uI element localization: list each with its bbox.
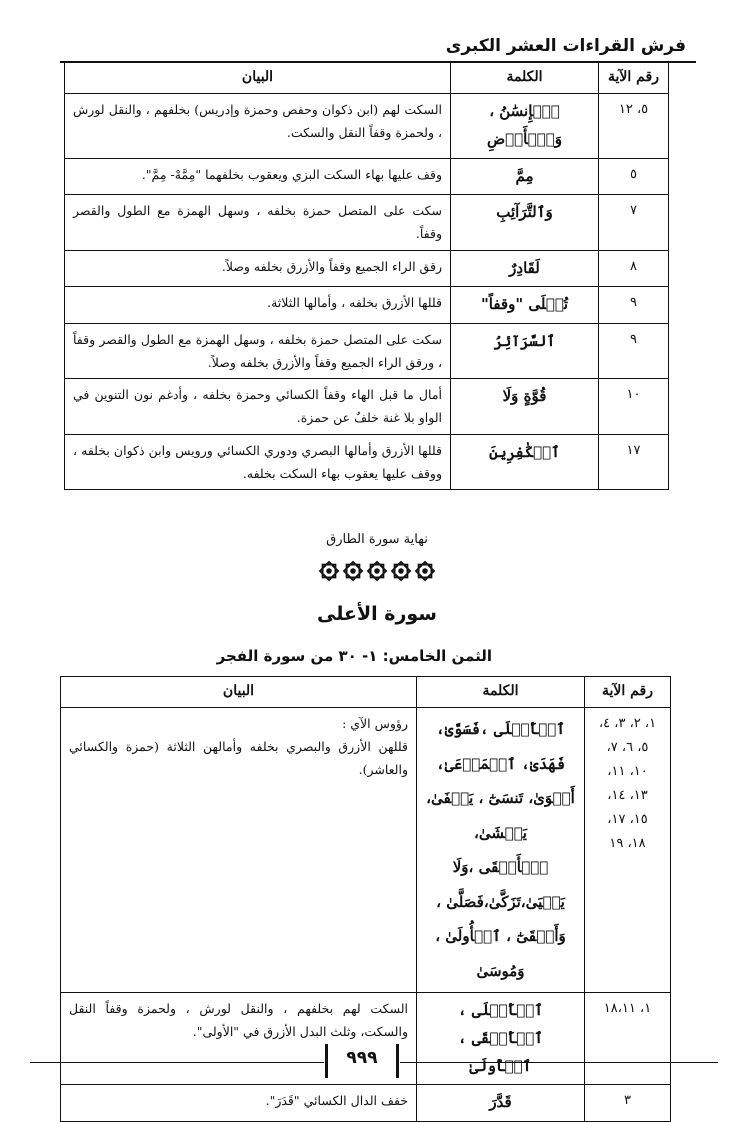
quran-word-line: ٱلۡأَشۡقَى ،وَلَا يَحۡيَىٰ،تَزَكَّىٰ،فَصَلَّىٰ ، xyxy=(436,858,565,911)
quran-word: لَقَادِرٌ xyxy=(451,250,599,287)
verse-number: ٩ xyxy=(599,287,669,324)
quran-word: ٱلسَّرَآئِرُ xyxy=(451,324,599,379)
table-row xyxy=(65,434,669,489)
page-number: ٩٩٩ xyxy=(346,1048,378,1068)
explanation: خفف الدال الكسائي "قَدَرَ". xyxy=(61,1085,417,1122)
section-title: الثمن الخامس: ١- ٣٠ من سورة الفجر xyxy=(216,647,492,665)
explanation: قللها الأزرق وأمالها البصري ودوري الكسائي ورويس وابن ذكوان بخلفه ، ووقف عليها يعقوب بهاء السكت بخلفه. xyxy=(65,434,451,489)
ornament-divider xyxy=(0,560,754,582)
verse-number: ١، ١٨،١١ xyxy=(585,993,671,1085)
verse-number: ٧ xyxy=(599,195,669,250)
surah-end-note: نهاية سورة الطارق xyxy=(326,532,428,547)
explanation: سكت على المتصل حمزة بخلفه ، وسهل الهمزة مع الطول والقصر وقفاً. xyxy=(65,195,451,250)
header-expl: البيان xyxy=(65,63,451,94)
explanation: رقق الراء الجميع وقفاً والأزرق بخلفه وصلاً. xyxy=(65,250,451,287)
table-row xyxy=(65,94,669,159)
verse-number: ٣ xyxy=(585,1085,671,1122)
quran-word xyxy=(417,708,585,993)
header-num: رقم الآية xyxy=(585,677,671,708)
star-ornament-icon xyxy=(318,560,340,582)
table-row xyxy=(65,324,669,379)
table-row xyxy=(65,287,669,324)
header-word: الكلمة xyxy=(451,63,599,94)
explanation-line: رؤوس الآي : xyxy=(342,716,408,731)
verse-number-line: ٥، ٦، ٧، xyxy=(606,740,649,756)
explanation: السكت لهم بخلفهم ، والنقل لورش ، ولحمزة وقفاً النقل والسكت، وثلث البدل الأزرق في "الأولى". xyxy=(61,993,417,1085)
quran-word: مِمَّ xyxy=(451,158,599,195)
verse-number: ١٠ xyxy=(599,379,669,434)
running-head: فرش القراءات العشر الكبرى xyxy=(445,36,686,56)
explanation: وقف عليها بهاء السكت البزي ويعقوب بخلفهما "مِمَّهْ- مِمَّ". xyxy=(65,158,451,195)
verse-number-line: ١٨، ١٩ xyxy=(609,836,646,852)
explanation: السكت لهم (ابن ذكوان وحفص وحمزة وإدريس) بخلفهم ، والنقل لورش ، ولحمزة وقفاً النقل والسكت. xyxy=(65,94,451,159)
quran-word-line: أَحۡوَىٰ، تَنسَىٰٓ ، يَخۡفَىٰ، يَخۡشَىٰ، xyxy=(426,789,575,842)
quran-word: ٱلۡإِنسَٰنُ ، وَٱلۡأَرۡضِ xyxy=(451,94,599,159)
table-row xyxy=(65,158,669,195)
explanation xyxy=(61,708,417,993)
verse-number-line: ١، ٢، ٣، ٤، xyxy=(598,716,657,731)
table-row xyxy=(61,1085,671,1122)
star-ornament-icon xyxy=(390,560,412,582)
quran-word: قَدَّرَ xyxy=(417,1085,585,1122)
table-header-row xyxy=(61,677,671,708)
verse-number: ٥، ١٢ xyxy=(599,94,669,159)
header-num: رقم الآية xyxy=(599,63,669,94)
quran-word-line: ٱلۡأَعۡلَى ،فَسَوَّىٰ، فَهَدَىٰ، ٱلۡمَرۡعَىٰ، xyxy=(435,720,566,773)
table-row xyxy=(65,195,669,250)
header-word: الكلمة xyxy=(417,677,585,708)
verse-number: ٩ xyxy=(599,324,669,379)
explanation: قللها الأزرق بخلفه ، وأمالها الثلاثة. xyxy=(65,287,451,324)
verse-number xyxy=(585,708,671,993)
star-ornament-icon xyxy=(342,560,364,582)
explanation: سكت على المتصل حمزة بخلفه ، وسهل الهمزة مع الطول والقصر وقفاً ، ورقق الراء الجميع وقفاً والأزرق بخلفه وصلاً. xyxy=(65,324,451,379)
star-ornament-icon xyxy=(366,560,388,582)
quran-word: تُبۡلَى "وقفاً" xyxy=(451,287,599,324)
table-row xyxy=(61,708,671,993)
verse-number: ١٧ xyxy=(599,434,669,489)
explanation: أمال ما قبل الهاء وقفاً الكسائي وحمزة بخلفه ، وأدغم نون التنوين في الواو بلا غنة خلفٌ عن حمزة. xyxy=(65,379,451,434)
verse-number-line: ١٥، ١٧، xyxy=(607,812,648,828)
verse-number: ٨ xyxy=(599,250,669,287)
header-expl: البيان xyxy=(61,677,417,708)
quran-word: قُوَّةٍ وَلَا xyxy=(451,379,599,434)
quran-word: ٱلۡأَعۡلَى ، ٱلۡأَشۡقَى ، ٱلۡأُولَىٰ xyxy=(417,993,585,1085)
table-header-row xyxy=(65,63,669,94)
footer-bar-right xyxy=(396,1044,399,1078)
verse-number-line: ١٣، ١٤، xyxy=(607,788,648,804)
table-row xyxy=(65,250,669,287)
table-tariq xyxy=(64,62,669,490)
footer-rule-right xyxy=(400,1062,718,1063)
page-footer xyxy=(0,1038,754,1078)
footer-bar-left xyxy=(325,1044,328,1078)
star-ornament-icon xyxy=(414,560,436,582)
quran-word: ٱلۡكَٰفِرِينَ xyxy=(451,434,599,489)
verse-number: ٥ xyxy=(599,158,669,195)
surah-title: سورة الأعلى xyxy=(317,603,437,625)
table-row xyxy=(65,379,669,434)
footer-rule-left xyxy=(30,1062,324,1063)
verse-number-line: ١٠، ١١، xyxy=(607,764,648,780)
quran-word-line: وَأَبۡقَىٰٓ ، ٱلۡأُولَىٰ ، وَمُوسَىٰ xyxy=(435,927,566,980)
explanation-line: قللهن الأزرق والبصري بخلفه وأمالهن الثلاثة (حمزة والكسائي والعاشر). xyxy=(69,739,408,778)
quran-word: وَٱلتَّرَآئِبِ xyxy=(451,195,599,250)
